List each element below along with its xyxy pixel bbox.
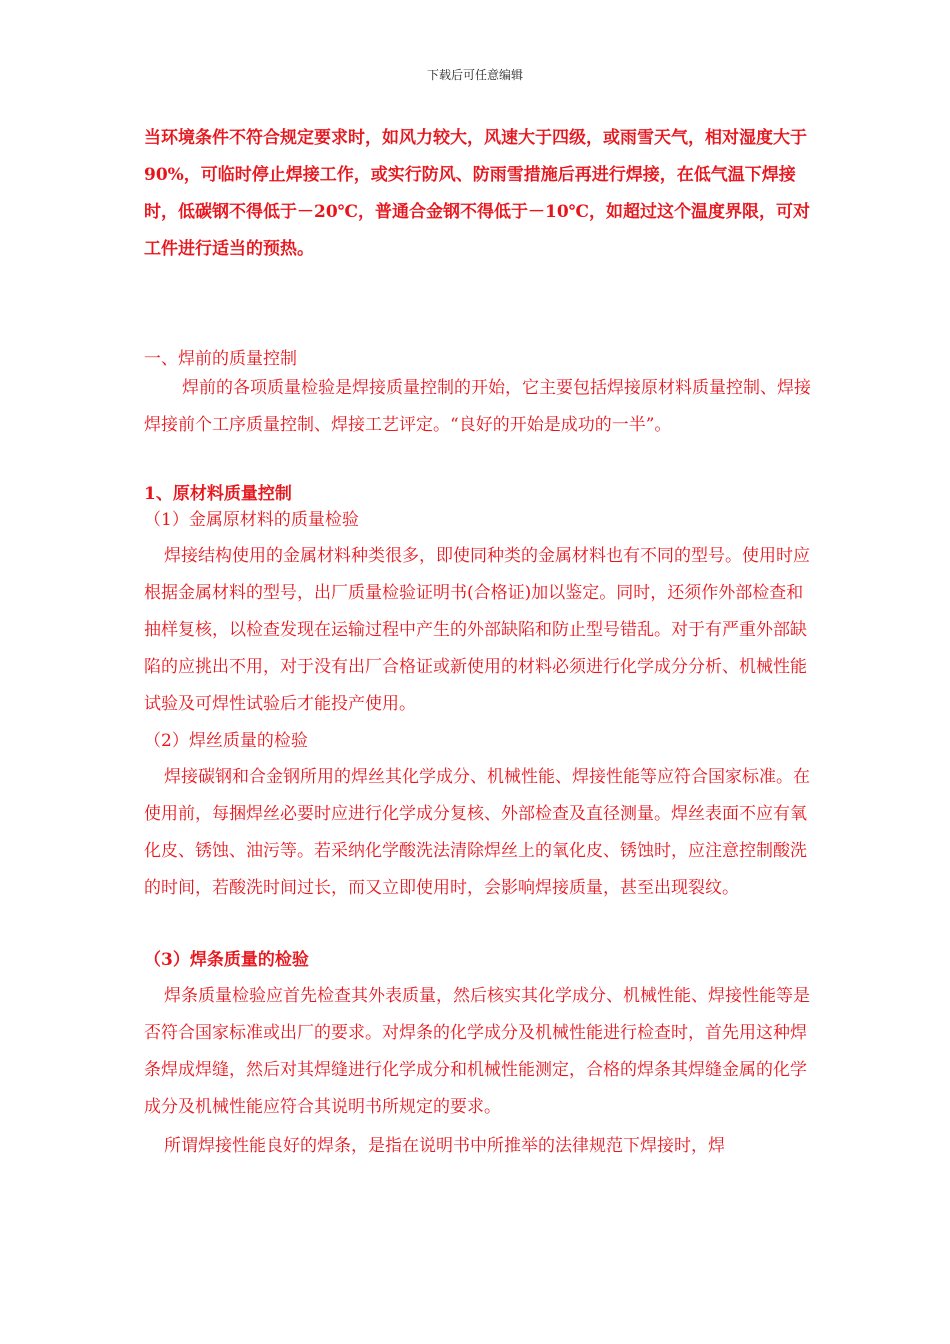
item-3 xyxy=(144,947,814,1165)
section-1-body: 焊前的各项质量检验是焊接质量控制的开始，它主要包括焊接原材料质量控制、焊接焊接前个工序质量控制、焊接工艺评定。“良好的开始是成功的一半”。 xyxy=(144,378,811,435)
item-3-title: （3）焊条质量的检验 xyxy=(144,950,309,970)
item-3-body-continued: 所谓焊接性能良好的焊条，是指在说明书中所推举的法律规范下焊接时，焊 xyxy=(164,1136,725,1156)
item-1-title: （1）金属原材料的质量检验 xyxy=(144,510,359,530)
item-2-title: （2）焊丝质量的检验 xyxy=(144,731,308,751)
subsection-1-title: 1、原材料质量控制 xyxy=(144,484,292,504)
item-3-body: 焊条质量检验应首先检查其外表质量，然后核实其化学成分、机械性能、焊接性能等是否符合国家标准或出厂的要求。对焊条的化学成分及机械性能进行检查时，首先用这种焊条焊成焊缝，然后对其焊缝进行化学成分和机械性能测定，合格的焊条其焊缝金属的化学成分及机械性能应符合其说明书所规定的要求。 xyxy=(144,986,810,1117)
section-1 xyxy=(144,346,814,444)
intro-paragraph: 当环境条件不符合规定要求时，如风力较大，风速大于四级，或雨雪天气，相对湿度大于90%，可临时停止焊接工作，或实行防风、防雨雪措施后再进行焊接，在低气温下焊接时，低碳钢不得低于－20℃，普通合金钢不得低于－10℃，如超过这个温度界限，可对工件进行适当的预热。 xyxy=(144,128,811,259)
item-2 xyxy=(144,728,814,907)
section-1-title: 一、焊前的质量控制 xyxy=(144,349,297,369)
item-2-body: 焊接碳钢和合金钢所用的焊丝其化学成分、机械性能、焊接性能等应符合国家标准。在使用前，每捆焊丝必要时应进行化学成分复核、外部检查及直径测量。焊丝表面不应有氧化皮、锈蚀、油污等。若采纳化学酸洗法清除焊丝上的氧化皮、锈蚀时，应注意控制酸洗的时间，若酸洗时间过长，而又立即使用时，会影响焊接质量，甚至出现裂纹。 xyxy=(144,767,810,898)
page-header: 下载后可任意编辑 xyxy=(426,68,523,82)
item-1 xyxy=(144,507,814,723)
item-1-body: 焊接结构使用的金属材料种类很多，即使同种类的金属材料也有不同的型号。使用时应根据金属材料的型号，出厂质量检验证明书(合格证)加以鉴定。同时，还须作外部检查和抽样复核，以检查发现在运输过程中产生的外部缺陷和防止型号错乱。对于有严重外部缺陷的应挑出不用，对于没有出厂合格证或新使用的材料必须进行化学成分分析、机械性能试验及可焊性试验后才能投产使用。 xyxy=(144,546,810,714)
subsection-1 xyxy=(144,481,814,507)
intro-block xyxy=(144,120,814,268)
